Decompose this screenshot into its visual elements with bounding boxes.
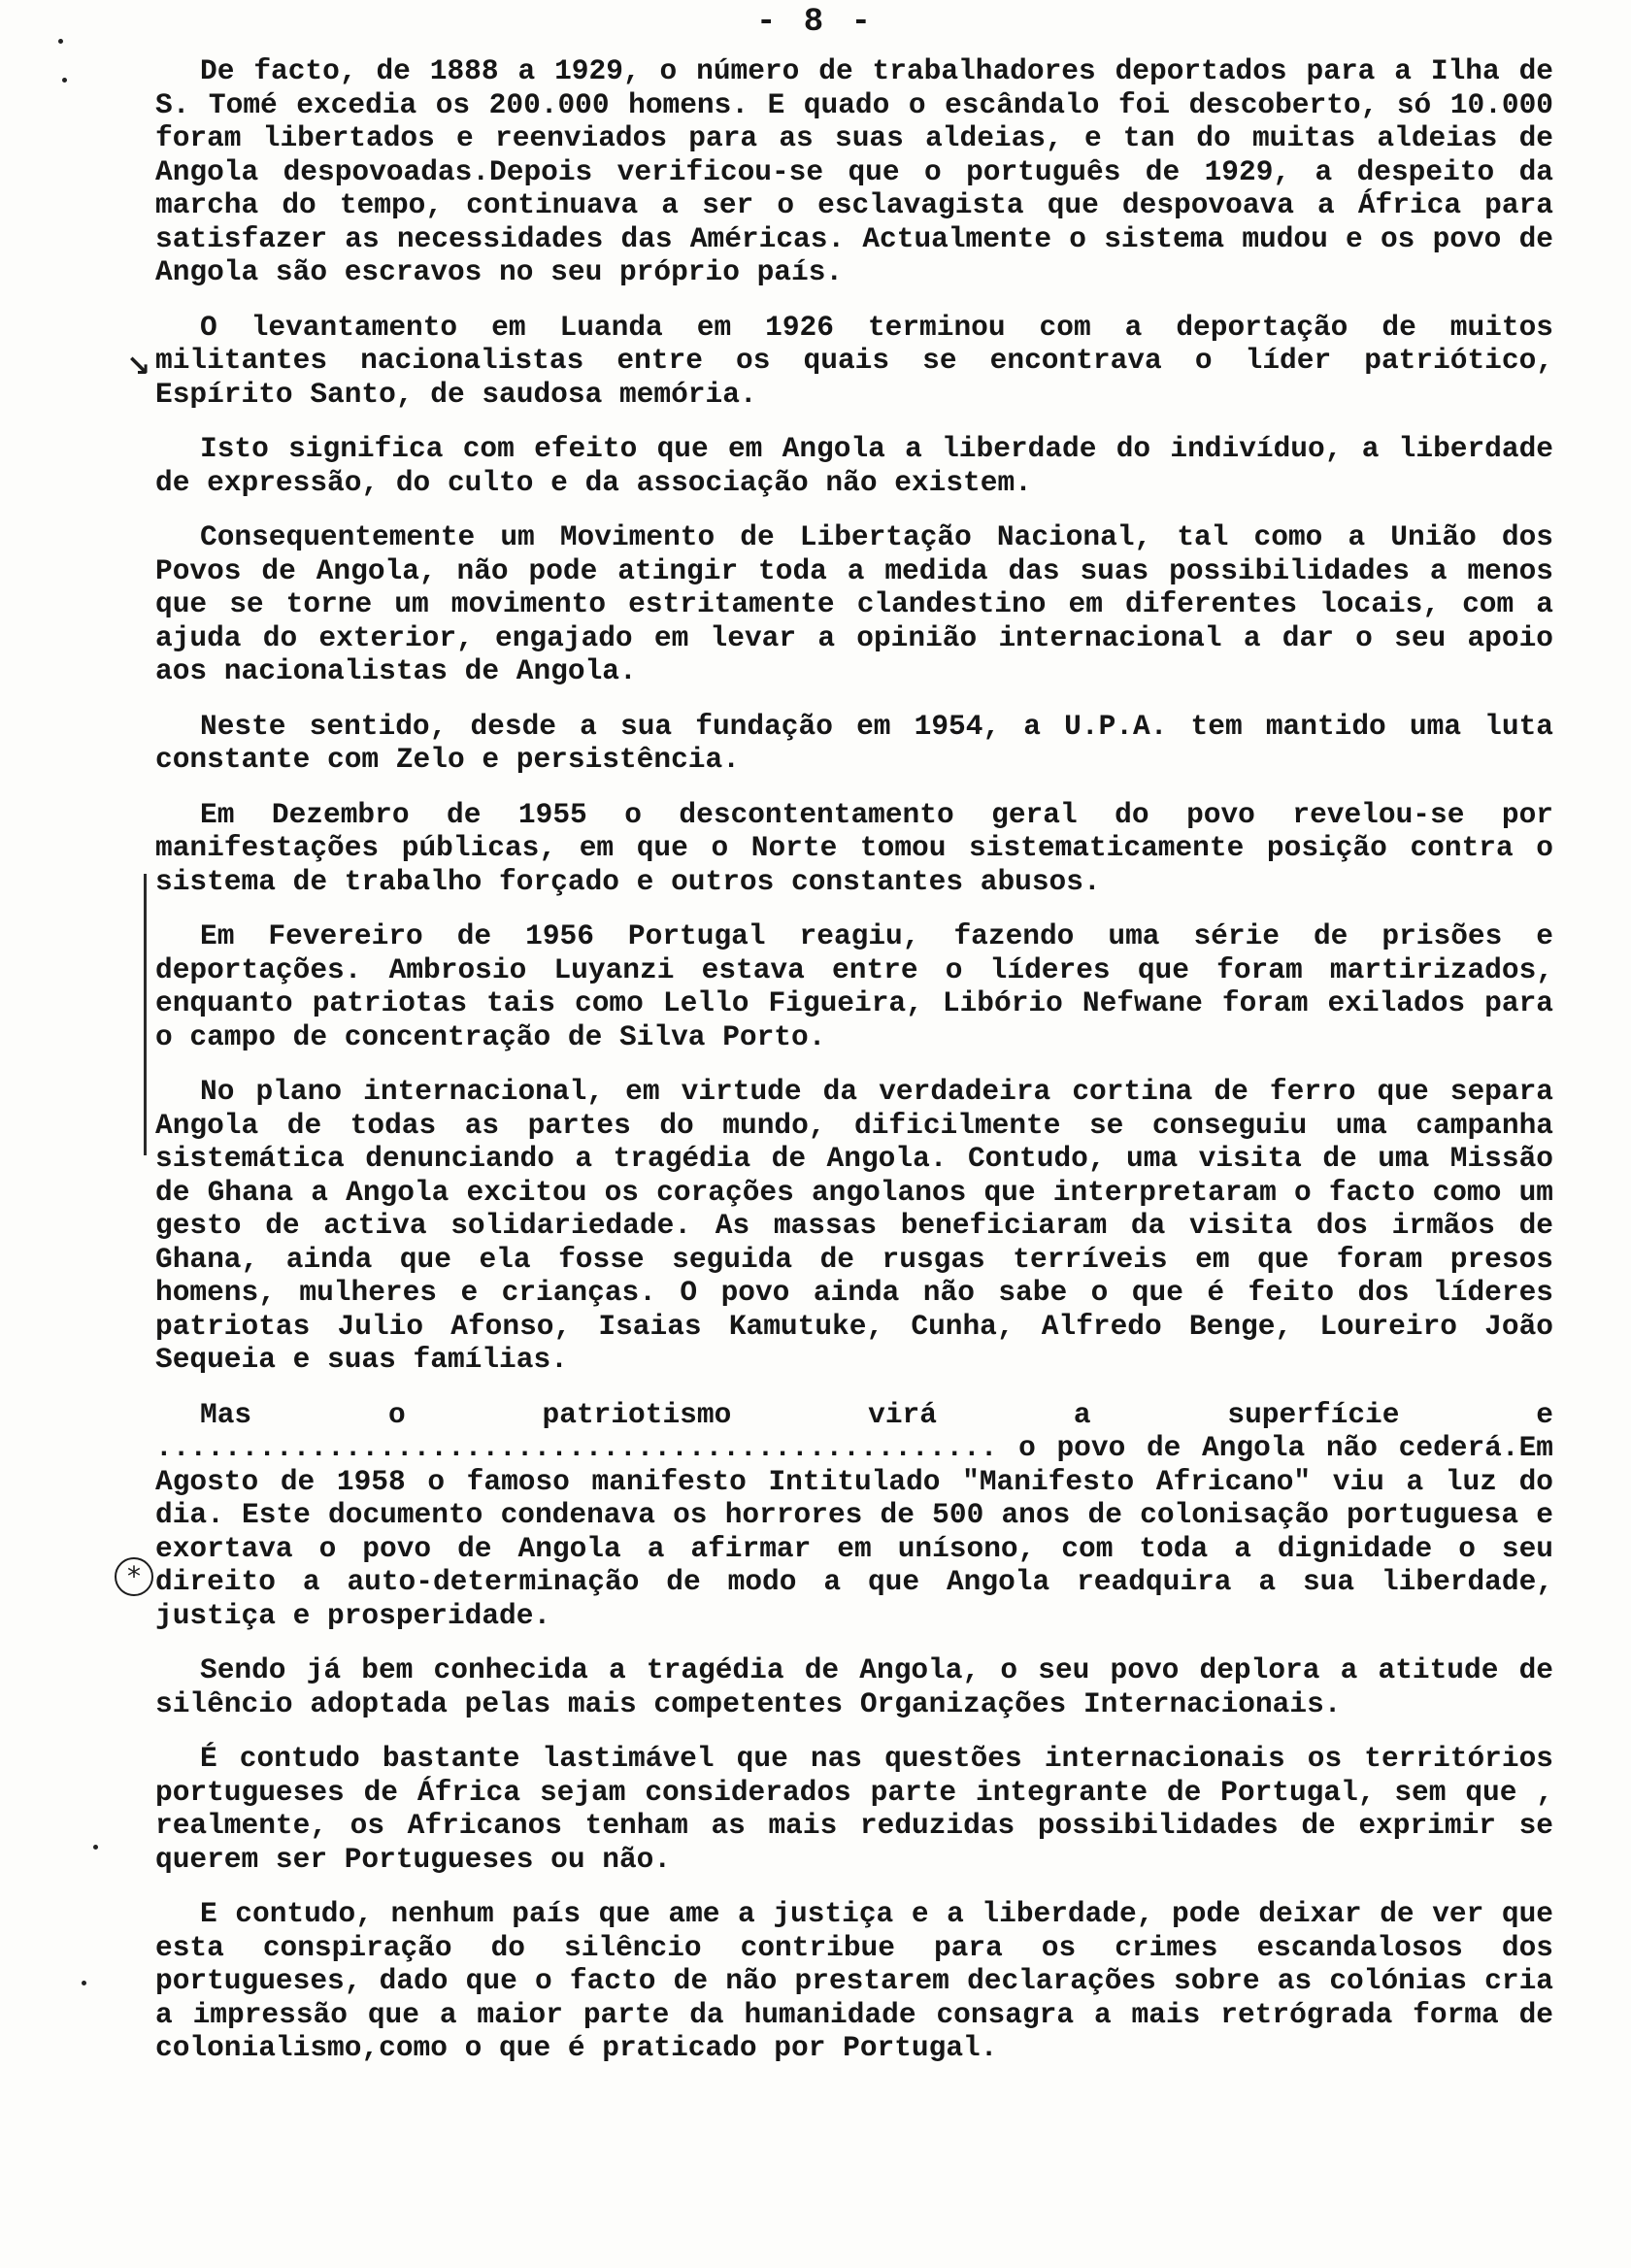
paragraph-5: Neste sentido, desde a sua fundação em 1954, a U.P.A. tem mantido uma luta constante com Zelo e persistência. <box>155 709 1571 776</box>
margin-arrow-mark: ↘ <box>126 350 151 384</box>
paragraph-7: Em Fevereiro de 1956 Portugal reagiu, fazendo uma série de prisões e deportações. Ambrosio Luyanzi estava entre o líderes que foram martirizados, enquanto patriotas tais como Lello Figueira, Libório Nefwane foram exilados para o campo de concentração de Silva Porto. <box>155 919 1571 1053</box>
speck <box>93 1845 98 1850</box>
paragraph-11: É contudo bastante lastimável que nas questões internacionais os territórios portugueses de África sejam considerados parte integrante de Portugal, sem que , realmente, os Africanos tenham as mais reduzidas possibilidades de exprimir se querem ser Portugueses ou não. <box>155 1742 1571 1876</box>
paragraph-6: Em Dezembro de 1955 o descontentamento geral do povo revelou-se por manifestações públicas, em que o Norte tomou sistematicamente posição contra o sistema de trabalho forçado e outros constantes abusos. <box>155 797 1571 898</box>
paragraph-10: Sendo já bem conhecida a tragédia de Angola, o seu povo deplora a atitude de silêncio adoptada pelas mais competentes Organizações Internacionais. <box>155 1653 1571 1720</box>
speck <box>82 1981 86 1985</box>
paragraph-9: Mas o patriotismo virá a superfície e ................................................. o povo de Angola não cederá.Em Agosto de 1958 o famoso manifesto Intitulado "Manifesto Africano" viu a luz do dia. Este documento condenava os horrores de 500 anos de colonisação portuguesa e exortava o povo de Angola a afirmar em unísono, com toda a dignidade o seu direito a auto-determinação de modo a que Angola readquira a sua liberdade, justiça e prosperidade. <box>155 1397 1571 1632</box>
paragraph-12: E contudo, nenhum país que ame a justiça e a liberdade, pode deixar de ver que esta conspiração do silêncio contribue para os crimes escandalosos dos portugueses, dado que o facto de não prestarem declarações sobre as colónias cria a impressão que a maior parte da humanidade consagra a mais retrógrada forma de colonialismo,como o que é praticado por Portugal. <box>155 1897 1571 2064</box>
paragraph-2: O levantamento em Luanda em 1926 terminou com a deportação de muitos militantes nacionalistas entre os quais se encontrava o líder patriótico, Espírito Santo, de saudosa memória. <box>155 310 1571 411</box>
paragraph-1: De facto, de 1888 a 1929, o número de trabalhadores deportados para a Ilha de S. Tomé excedia os 200.000 homens. E quado o escândalo foi descoberto, só 10.000 foram libertados e reenviados para as suas aldeias, e tan do muitas aldeias de Angola despovoadas.Depois verificou-se que o português de 1929, a despeito da marcha do tempo, continuava a ser o esclavagista que despovoava a África para satisfazer as necessidades das Américas. Actualmente o sistema mudou e os povo de Angola são escravos no seu próprio país. <box>155 54 1571 288</box>
speck <box>58 39 63 44</box>
document-body <box>155 54 1571 2085</box>
margin-line-mark <box>144 874 147 1155</box>
speck <box>62 78 67 83</box>
page-number: - 8 - <box>755 4 876 41</box>
paragraph-8: No plano internacional, em virtude da verdadeira cortina de ferro que separa Angola de todas as partes do mundo, dificilmente se conseguiu uma campanha sistemática denunciando a tragédia de Angola. Contudo, uma visita de uma Missão de Ghana a Angola excitou os corações angolanos que interpretaram o facto como um gesto de activa solidariedade. As massas beneficiaram da visita dos irmãos de Ghana, ainda que ela fosse seguida de rusgas terríveis em que foram presos homens, mulheres e crianças. O povo ainda não sabe o que é feito dos líderes patriotas Julio Afonso, Isaias Kamutuke, Cunha, Alfredo Benge, Loureiro João Sequeia e suas famílias. <box>155 1075 1571 1376</box>
paragraph-4: Consequentemente um Movimento de Libertação Nacional, tal como a União dos Povos de Angola, não pode atingir toda a medida das suas possibilidades a menos que se torne um movimento estritamente clandestino em diferentes locais, com a ajuda do exterior, engajado em levar a opinião internacional a dar o seu apoio aos nacionalistas de Angola. <box>155 520 1571 687</box>
margin-asterisk-mark: * <box>115 1557 153 1596</box>
paragraph-3: Isto significa com efeito que em Angola a liberdade do indivíduo, a liberdade de expressão, do culto e da associação não existem. <box>155 432 1571 499</box>
